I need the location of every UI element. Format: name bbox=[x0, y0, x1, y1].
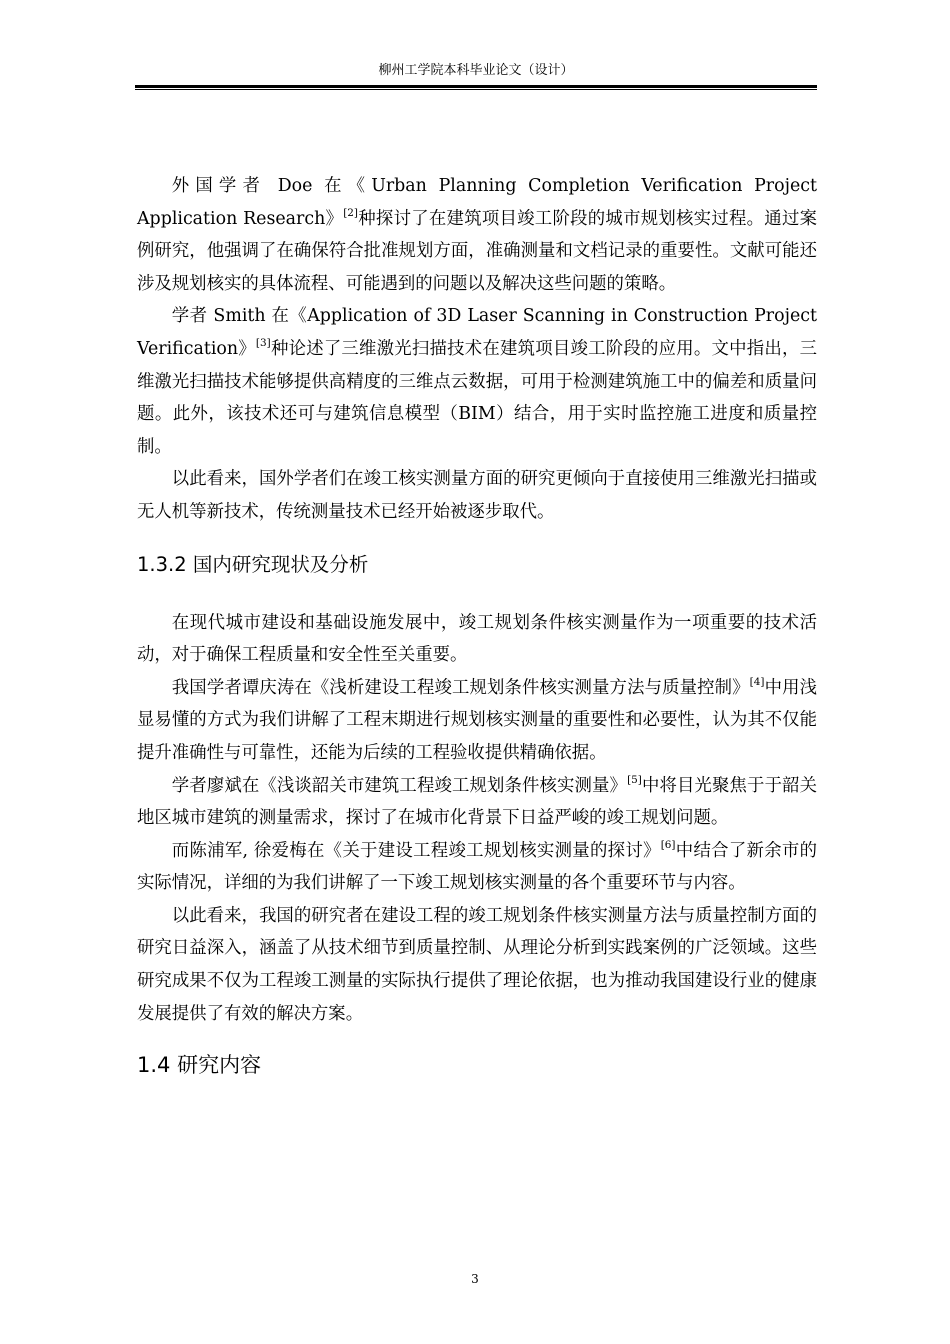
header-rule-thin bbox=[135, 89, 817, 90]
page-body bbox=[137, 170, 817, 1080]
paragraph: 我国学者谭庆涛在《浅析建设工程竣工规划条件核实测量方法与质量控制》[4]中用浅显易懂的方式为我们讲解了工程末期进行规划核实测量的重要性和必要性，认为其不仅能提升准确性与可靠性，还能为后续的工程验收提供精确依据。 bbox=[137, 675, 817, 763]
section-heading-1-3-2: 1.3.2 国内研究现状及分析 bbox=[137, 552, 369, 576]
paragraph: 而陈浦军, 徐爱梅在《关于建设工程竣工规划核实测量的探讨》[6]中结合了新余市的实际情况，详细的为我们讲解了一下竣工规划核实测量的各个重要环节与内容。 bbox=[137, 838, 817, 894]
citation-ref: [4] bbox=[749, 675, 765, 688]
paragraph: 以此看来，国外学者们在竣工核实测量方面的研究更倾向于直接使用三维激光扫描或无人机等新技术，传统测量技术已经开始被逐步取代。 bbox=[137, 469, 817, 522]
citation-ref: [5] bbox=[627, 773, 642, 786]
paragraph: 在现代城市建设和基础设施发展中，竣工规划条件核实测量作为一项重要的技术活动，对于确保工程质量和安全性至关重要。 bbox=[137, 612, 817, 666]
paragraph: 外国学者 Doe 在《Urban Planning Completion Verification Project Application Research》[2]种探讨了在建筑项目竣工阶段的城市规划核实过程。通过案例研究，他强调了在确保符合批准规划方面，准确测量和文档记录的重要性。文献可能还涉及规划核实的具体流程、可能遇到的问题以及解决这些问题的策略。 bbox=[137, 176, 817, 294]
running-header: 柳州工学院本科毕业论文（设计） bbox=[378, 63, 574, 78]
paragraph: 以此看来，我国的研究者在建设工程的竣工规划条件核实测量方法与质量控制方面的研究日益深入，涵盖了从技术细节到质量控制、从理论分析到实践案例的广泛领域。这些研究成果不仅为工程竣工测量的实际执行提供了理论依据，也为推动我国建设行业的健康发展提供了有效的解决方案。 bbox=[137, 905, 817, 1024]
citation-ref: [6] bbox=[660, 838, 676, 851]
page-number: 3 bbox=[471, 1272, 479, 1286]
section-heading-1-4: 1.4 研究内容 bbox=[137, 1053, 262, 1078]
citation-ref: [3] bbox=[255, 337, 271, 350]
paragraph: 学者廖斌在《浅谈韶关市建筑工程竣工规划条件核实测量》[5]中将目光聚焦于于韶关地区城市建筑的测量需求，探讨了在城市化背景下日益严峻的竣工规划问题。 bbox=[137, 773, 817, 829]
header-rule bbox=[135, 85, 817, 88]
paragraph: 学者 Smith 在《Application of 3D Laser Scanning in Construction Project Verification》[3]种论述了三维激光扫描技术在建筑项目竣工阶段的应用。文中指出，三维激光扫描技术能够提供高精度的三维点云数据，可用于检测建筑施工中的偏差和质量问题。此外，该技术还可与建筑信息模型（BIM）结合，用于实时监控施工进度和质量控制。 bbox=[137, 306, 817, 457]
citation-ref: [2] bbox=[343, 206, 359, 219]
